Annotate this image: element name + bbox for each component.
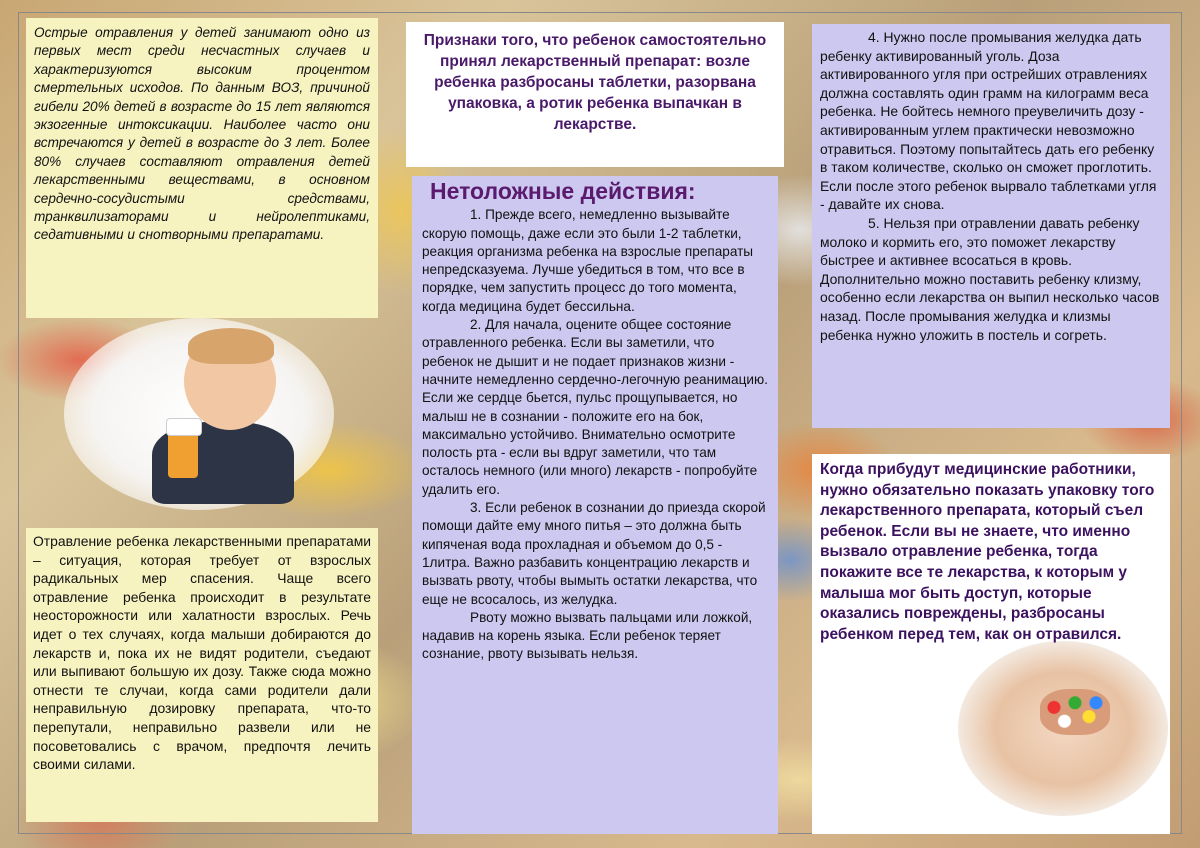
signs-text: Признаки того, что ребенок самостоятельно принял лекарственный препарат: возле ребенка разбросаны таблетки, разорвана упаковка, а ротик ребенка выпачкан в лекарстве. bbox=[423, 32, 767, 133]
bottle-cap bbox=[166, 418, 202, 436]
right-bottom-text: Когда прибудут медицинские работники, нужно обязательно показать упаковку того лекарственного препарата, который съел ребенок. Если вы не знаете, что именно вызвало отравление ребенка, тогда покажите все те лекарства, к которым у малыша мог быть доступ, которые оказались повреждены, разбросаны ребенком перед тем, как он отравился. bbox=[820, 461, 1155, 643]
intro-text-box bbox=[26, 18, 378, 318]
right-top-text-box bbox=[812, 24, 1170, 428]
action-step-2: 2. Для начала, оцените общее состояние отравленного ребенка. Если вы заметили, что ребенок не дышит и не подает признаков жизни - начните немедленно сердечно-легочную реанимацию. Если же сердце бьется, пульс прощупывается, но малыш не в сознании - положите его на бок, максимально устойчиво. Внимательно осмотрите полость рта - если вы вдруг заметили, что там осталось немного (или много) лекарств - попробуйте удалить его. bbox=[422, 317, 768, 497]
signs-box bbox=[406, 22, 784, 167]
left-bottom-text: Отравление ребенка лекарственными препаратами – ситуация, которая требует от взрослых радикальных мер спасения. Чаще всего отравление ребенка происходит в результате неосторожности или халатности взрослых. Речь идет о тех случаях, когда малыши добираются до лекарств и, пока их не видят родители, съедают или выпивают большую их дозу. Также сюда можно отнести те случаи, когда сами родители дали неправильную дозировку препарата, что-то перепутали, неправильно развели или не посоветовались с врачом, предпочтя лечить своими силами. bbox=[33, 533, 371, 773]
baby-hair bbox=[188, 328, 274, 364]
action-step-3: 3. Если ребенок в сознании до приезда скорой помощи дайте ему много питья – это должна быть кипяченая вода прохладная и объемом до 0,5 - 1литра. Важно разбавить концентрацию лекарств и вызвать рвоту, чтобы вымыть остатки лекарства, что еще не всосалось, из желудка. bbox=[422, 500, 766, 607]
action-step-vomit: Рвоту можно вызвать пальцами или ложкой, надавив на корень языка. Если ребенок теряет сознание, рвоту вызывать нельзя. bbox=[422, 609, 753, 662]
actions-box bbox=[412, 176, 778, 834]
action-step-5: 5. Нельзя при отравлении давать ребенку молоко и кормить его, это поможет лекарству быстрее и активнее всосаться в кровь. Дополнительно можно поставить ребенку клизму, особенно если лекарства он выпил несколько часов назад. После промывания желудка и клизмы ребенка нужно уложить в постель и согреть. bbox=[820, 214, 1160, 343]
baby-photo bbox=[64, 318, 334, 510]
action-step-1: 1. Прежде всего, немедленно вызывайте скорую помощь, даже если это были 1-2 таблетки, реакция организма ребенка на взрослые препараты непредсказуема. Лучше убедиться в том, что все в порядке, чем запустить процесс до того момента, когда медицина будет бессильна. bbox=[422, 207, 754, 314]
hands-with-pills-photo bbox=[958, 641, 1168, 816]
intro-text: Острые отравления у детей занимают одно из первых мест среди несчастных случаев и характеризуются высоким процентом смертельных исходов. По данным ВОЗ, причиной гибели 20% детей в возрасте до 15 лет являются экзогенные интоксикации. Наиболее часто они встречаются у детей в возрасте до 3 лет. Более 80% случаев составляют отравления детей лекарственными веществами, в основном сердечно-сосудистыми средствами, транквилизаторами и нейролептиками, седативными и снотворными препаратами. bbox=[34, 25, 370, 243]
actions-heading: Нетоложные действия: bbox=[430, 178, 696, 204]
right-bottom-box bbox=[812, 454, 1170, 834]
pills-icon bbox=[1040, 689, 1110, 735]
left-bottom-text-box bbox=[26, 528, 378, 822]
medicine-bottle-icon bbox=[168, 430, 198, 478]
action-step-4: 4. Нужно после промывания желудка дать ребенку активированный уголь. Доза активированного угля при острейших отравлениях должна составлять один грамм на килограмм веса ребенка. Не бойтесь немного преувеличить дозу - активированным углем практически невозможно отравиться. Поэтому попытайтесь дать его ребенку в таком количестве, сколько он сможет проглотить. Если после этого ребенок вырвало таблетками угля - давайте их снова. bbox=[820, 29, 1157, 213]
